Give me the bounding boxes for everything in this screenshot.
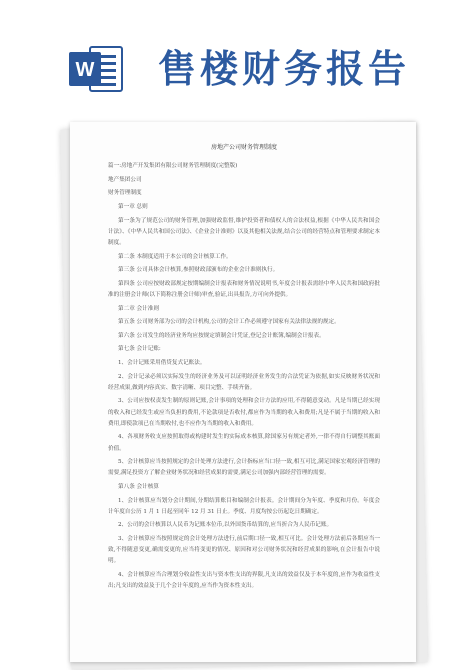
document-paragraph: 5、会计核算应当按照规定的会计处理方法进行,会计指标应当口径一致,相互可比,满足国家宏观经济管理的需要,满足投资方了解企业财务状况和经营成果的需要,满足公司加强内部经营管理的需要。: [108, 459, 380, 477]
word-logo-letter: W: [75, 59, 95, 81]
document-paragraph: 第七条 会计记账:: [118, 346, 161, 353]
document-paragraph: 第二章 会计准则: [118, 305, 159, 312]
document-paragraph: 财务管理制度: [108, 190, 142, 197]
document-paragraph: 1、会计记账采用借贷复式记账法。: [118, 359, 206, 366]
document-paragraph: 篇一:房地产开发集团有限公司财务管理制度(完整版): [108, 163, 238, 170]
document-paragraph: 第四条 公司应按财政部规定按期编制会计报表和财务情况说明书,年度会计报表需经中华人民共和国政府批准的注册会计师(以下简称注册会计师)审查,验证,出具报告,方可向外提供。: [108, 280, 380, 298]
document-paragraph: 第一章 总则: [118, 203, 148, 210]
document-paragraph: 3、公司应按权责发生制的原则记账,会计事项的处理和会计方法的应用,不得随意变动。凡是当期已经实现的收入和已经发生或应当负担的费用,不论款项是否收付,都应作为当期的收入和费用;凡是不属于当期的收入和费用,即使款项已在当期收付,也不应作为当期的收入和费用。: [108, 398, 380, 427]
document-paragraph: 2、公司的会计核算以人民币为记账本位币,以外国货币结算的,应当折合为人民币记账。: [118, 522, 333, 529]
document-paragraph: 第一条为了规范公司的财务管理,加强财政监督,维护投资者和债权人的合法权益,根据《中华人民共和国会计法》、《中华人民共和国公司法》、《企业会计准则》以及其他相关法规,结合公司的经营特点和管理要求制定本制度。: [108, 217, 380, 246]
document-paragraph: 第八条 会计核算: [118, 483, 159, 490]
document-paragraph: 3、会计核算应当按照规定的会计处理方法进行,前后期口径一致,相互可比。会计处理方法前后各期应当一致,不得随意变更,确需变更的,应当将变更的情况、原因和对公司财务状况和经营成果的影响,在会计报告中说明。: [108, 535, 380, 565]
document-title: 房地产公司财务管理制度: [210, 144, 277, 151]
document-paragraph: 1、会计核算应当划分会计期间,分期结算账目和编制会计报表。会计期间分为年度、季度和月份。年度会计年度自公历 1 月 1 日起至同年 12 月 31 日止。季度、月度均按公历起讫日期确定。: [108, 497, 380, 515]
document-lines: [108, 161, 380, 592]
document-paragraph: 第六条 公司发生的经济业务均应按规定填制会计凭证,登记会计账簿,编制会计报表。: [118, 332, 325, 339]
document-page: [70, 122, 416, 662]
document-paragraph: 地产集团公司: [108, 176, 142, 183]
document-paragraph: 第三条 公司具体会计核算,参照财政部颁布的企业会计准则执行。: [118, 267, 279, 274]
document-paragraph: 第二条 本制度适用于本公司的会计核算工作。: [118, 253, 232, 260]
banner-title: 售楼财务报告: [158, 47, 411, 91]
document-body: [108, 142, 380, 595]
document-paragraph: 4、会计核算应当合理划分收益性支出与资本性支出的界限,凡支出的效益仅及于本年度的,应作为收益性支出;凡支出的效益及于几个会计年度的,应当作为资本性支出。: [108, 571, 380, 590]
document-paragraph: 第五条 公司财务部为公司的会计机构,公司的会计工作必须遵守国家有关法律法规的规定。: [118, 319, 340, 326]
word-document-icon: [68, 44, 124, 94]
document-paragraph: 2、会计记录必须以实际发生的经济业务及可以证明经济业务发生的合法凭证为依据,如实反映财务状况和经营成果,做到内容真实、数字清晰、项目完整、手续齐备。: [108, 373, 380, 391]
document-paragraph: 4、各项财务收支应按照取得或构建时发生的实际成本核算,除国家另有规定者外,一律不得自行调整其账面价值。: [108, 434, 380, 452]
